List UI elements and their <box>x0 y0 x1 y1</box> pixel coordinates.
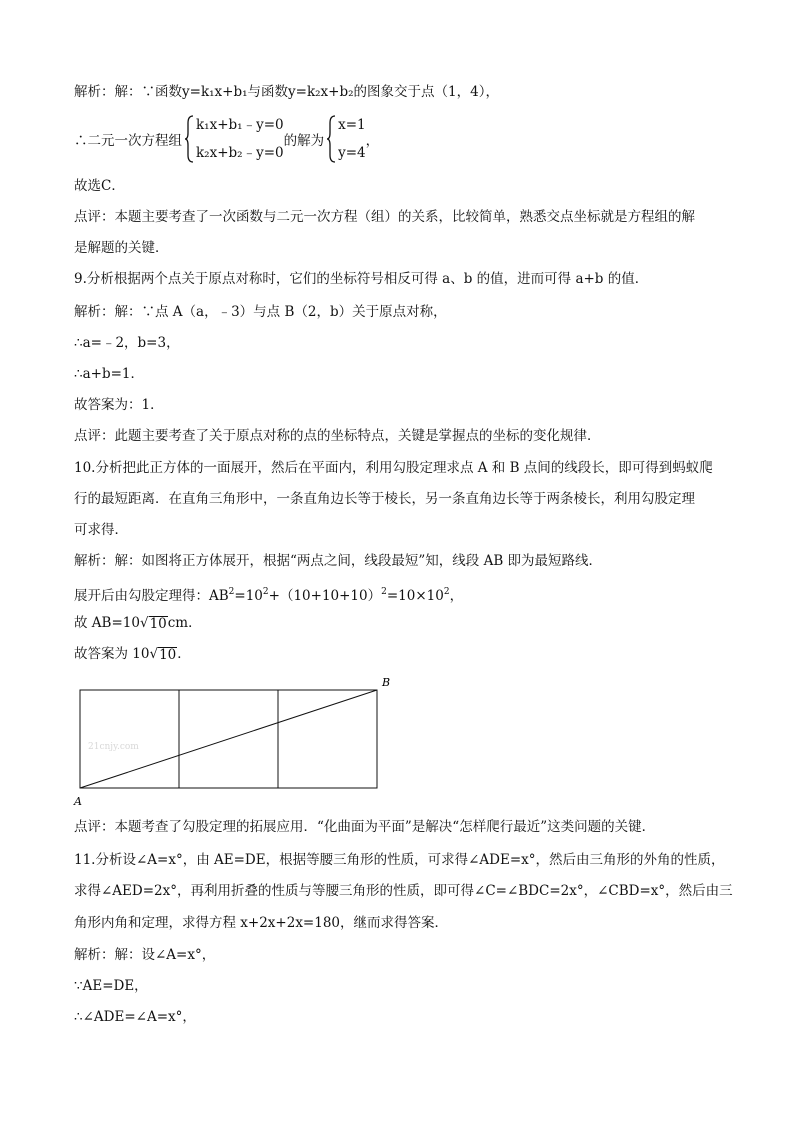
text-line <box>74 583 463 605</box>
radical-sign-icon: √ <box>149 646 159 662</box>
segment-ab <box>80 690 377 788</box>
point-label-b: B <box>382 676 391 689</box>
superscript: 2 <box>381 587 387 597</box>
solution-y: y=4 <box>338 145 366 161</box>
radical-sign-icon: √ <box>139 615 149 631</box>
left-brace-icon <box>326 115 336 163</box>
text-line: 解析：解：如图将正方体展开，根据“两点之间，线段最短”知，线段 AB 即为最短路线． <box>74 553 603 569</box>
text-line: 故选C． <box>74 178 125 194</box>
text-line: 解析：解：∵点 A（a，﹣3）与点 B（2，b）关于原点对称， <box>74 304 447 320</box>
text-line: 10.分析把此正方体的一面展开，然后在平面内，利用勾股定理求点 A 和 B 点间的线段长，即可得到蚂蚁爬 <box>74 460 713 476</box>
system-equations <box>196 116 284 162</box>
superscript: 2 <box>443 587 450 597</box>
text-line: ∴a=﹣2，b=3， <box>74 335 180 351</box>
punctuation: ， <box>365 133 380 149</box>
text-line <box>74 645 191 663</box>
radicand: 10 <box>159 647 177 663</box>
text-line: 9.分析根据两个点关于原点对称时，它们的坐标符号相反可得 a、b 的值，进而可得 a+b 的值． <box>74 271 649 287</box>
text-line: ∵AE=DE， <box>74 978 148 994</box>
equation-2: k₂x+b₂﹣y=0 <box>196 145 284 161</box>
text-line: 求得∠AED=2x°，再利用折叠的性质与等腰三角形的性质，即可得∠C=∠BDC=2x°，∠CBD=x°，然后由三 <box>74 883 733 899</box>
sqrt-expression <box>140 614 168 632</box>
text-line: 可求得． <box>74 522 128 538</box>
solution-values <box>338 116 366 162</box>
text-line: 点评：本题考查了勾股定理的拓展应用．“化曲面为平面”是解决“怎样爬行最近”这类问题的关键． <box>74 819 656 835</box>
equation-1: k₁x+b₁﹣y=0 <box>196 117 284 133</box>
text-line: 是解题的关键． <box>74 240 169 256</box>
left-brace-icon <box>184 115 194 163</box>
text-fragment: =10 <box>234 588 263 604</box>
text-line: 故答案为：1． <box>74 397 164 413</box>
text-line: 点评：本题主要考查了一次函数与二元一次方程（组）的关系，比较简单，熟悉交点坐标就是方程组的解 <box>74 209 695 225</box>
text-line <box>74 614 202 632</box>
text-fragment: 故 AB=10 <box>74 615 140 631</box>
superscript: 2 <box>228 587 235 597</box>
solution-x: x=1 <box>338 117 366 133</box>
solution-label: 的解为 <box>283 133 325 149</box>
point-label-a: A <box>74 795 82 808</box>
text-fragment: 故答案为 10 <box>74 646 150 662</box>
text-line: 角形内角和定理，求得方程 x+2x+2x=180，继而求得答案． <box>74 915 449 931</box>
sqrt-expression <box>149 645 177 663</box>
text-line: 解析：解：设∠A=x°， <box>74 947 216 963</box>
text-line: 11.分析设∠A=x°，由 AE=DE，根据等腰三角形的性质，可求得∠ADE=x°，然后由三角形的外角的性质， <box>74 852 725 868</box>
radicand: 10 <box>149 616 167 632</box>
text-line: ∴∠ADE=∠A=x°， <box>74 1009 196 1025</box>
text-fragment: ， <box>449 588 464 604</box>
text-fragment: =10×10 <box>386 588 444 604</box>
text-line: 行的最短距离．在直角三角形中，一条直角边长等于棱长，另一条直角边长等于两条棱长，利用勾股定理 <box>74 491 695 507</box>
watermark: 21cnjy.com <box>88 742 139 752</box>
text-fragment: 展开后由勾股定理得：AB <box>74 588 229 604</box>
equation-system <box>74 113 379 165</box>
text-line: ∴a+b=1． <box>74 366 144 382</box>
system-label: ∴二元一次方程组 <box>74 133 182 149</box>
text-fragment: ． <box>177 646 191 662</box>
text-line: 解析：解：∵函数y=k₁x+b₁与函数y=k₂x+b₂的图象交于点（1，4）， <box>74 84 499 100</box>
text-fragment: +（10+10+10） <box>268 588 382 604</box>
superscript: 2 <box>262 587 269 597</box>
text-fragment: cm． <box>167 615 202 631</box>
text-line: 点评：此题主要考查了关于原点对称的点的坐标特点，关键是掌握点的坐标的变化规律． <box>74 428 601 444</box>
